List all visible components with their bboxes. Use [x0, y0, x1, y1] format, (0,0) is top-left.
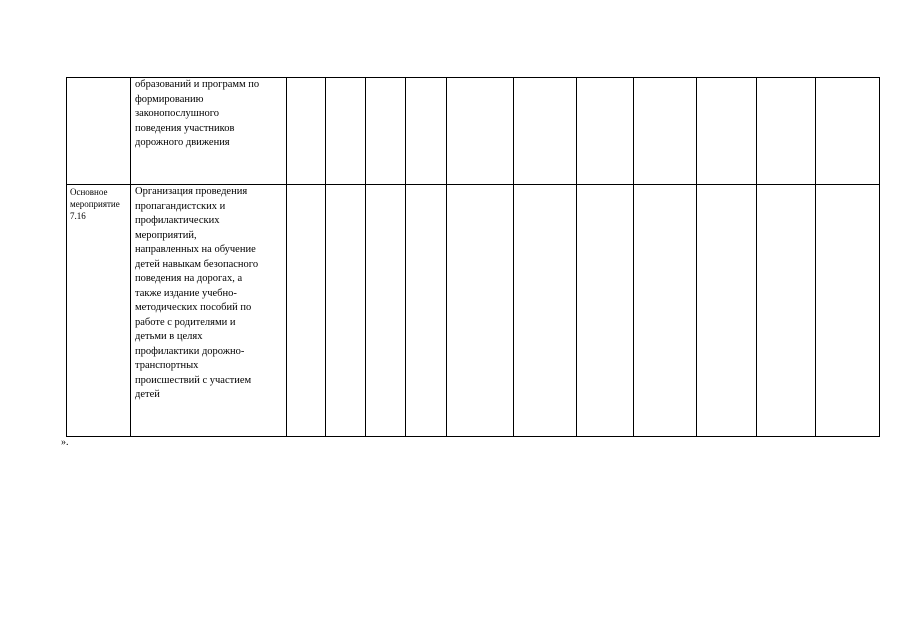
empty-cell: [326, 185, 366, 437]
empty-cell: [634, 185, 697, 437]
row-description: образований и программ по формированию законопослушного поведения участников дорожного движения: [135, 79, 260, 148]
row-label-cell: [67, 185, 131, 437]
row-description-cell: [131, 185, 287, 437]
empty-cell: [577, 185, 634, 437]
empty-cell: [366, 185, 406, 437]
empty-cell: [697, 185, 757, 437]
empty-cell: [326, 78, 366, 185]
empty-cell: [577, 78, 634, 185]
empty-cell: [447, 185, 514, 437]
table-row: [67, 185, 880, 437]
row-label: Основное мероприятие 7.16: [70, 187, 120, 221]
empty-cell: [287, 185, 326, 437]
empty-cell: [447, 78, 514, 185]
closing-quote-mark: ».: [61, 437, 69, 448]
row-label-cell: [67, 78, 131, 185]
empty-cell: [366, 78, 406, 185]
empty-cell: [514, 185, 577, 437]
empty-cell: [406, 185, 447, 437]
row-description-cell: [131, 78, 287, 185]
empty-cell: [816, 185, 880, 437]
table-row: [67, 78, 880, 185]
document-table: [66, 77, 880, 437]
empty-cell: [816, 78, 880, 185]
empty-cell: [757, 78, 816, 185]
empty-cell: [287, 78, 326, 185]
empty-cell: [757, 185, 816, 437]
empty-cell: [514, 78, 577, 185]
empty-cell: [406, 78, 447, 185]
empty-cell: [697, 78, 757, 185]
empty-cell: [634, 78, 697, 185]
row-description: Организация проведения пропагандистских и профилактических мероприятий, направленных на обучение детей навыкам безопасного поведения на дорогах, а также издание учебно- методических пособий по работе с родителями и детьми в целях профилактики дорожно- транспортных происшествий с участием детей: [135, 186, 259, 400]
